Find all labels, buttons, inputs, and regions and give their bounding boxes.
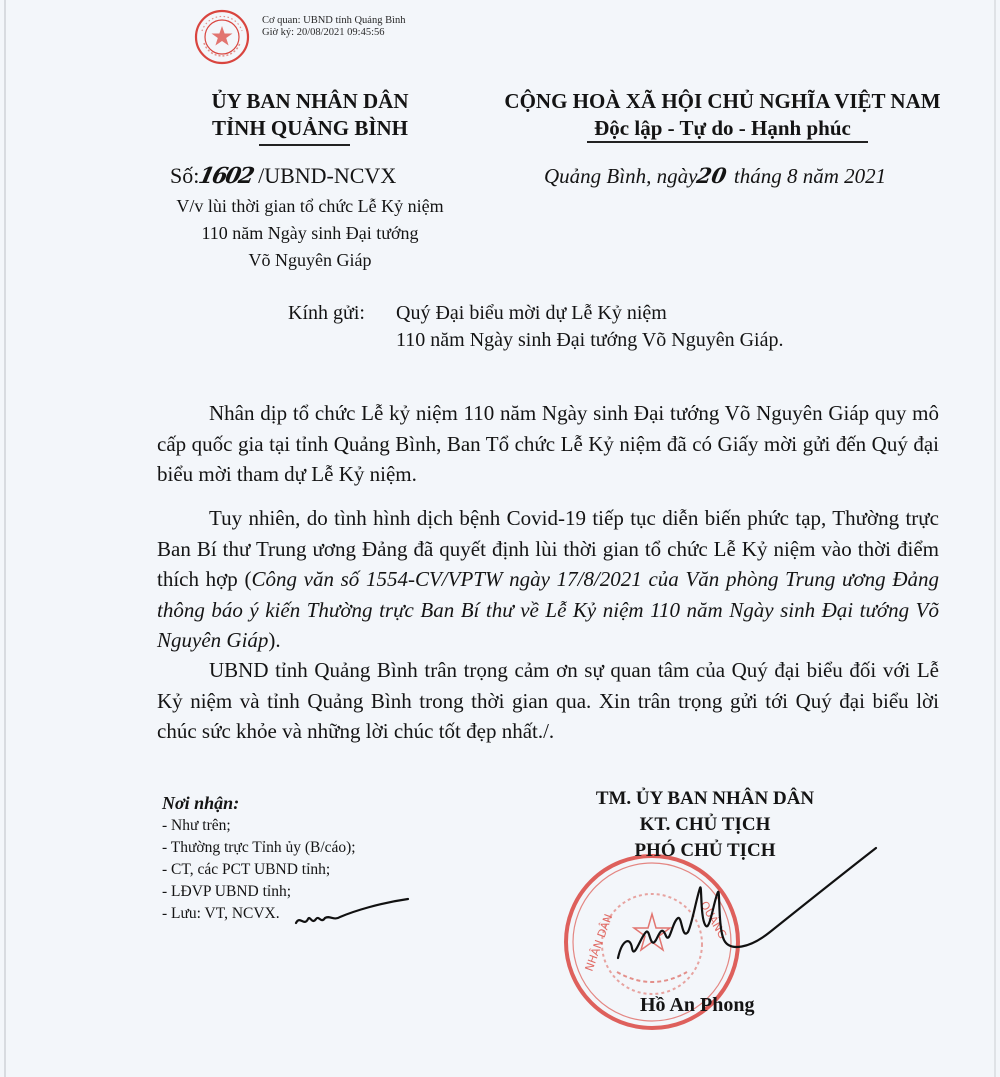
recipient-item: - Như trên; <box>162 817 231 834</box>
signature-time: Giờ ký: 20/08/2021 09:45:56 <box>262 27 385 38</box>
handwritten-day: 20 <box>695 163 729 188</box>
authority-underline <box>259 144 350 146</box>
document-number <box>170 163 396 189</box>
body-paragraph-1 <box>157 398 939 490</box>
paragraph-text: Nhân dịp tổ chức Lễ kỷ niệm 110 năm Ngày sinh Đại tướng Võ Nguyên Giáp quy mô cấp quốc gia tại tỉnh Quảng Bình, Ban Tổ chức Lễ Kỷ niệm đã có Giấy mời gửi đến Quý đại biểu mời tham dự Lễ Kỷ niệm. <box>157 401 939 486</box>
issue-date <box>544 163 886 189</box>
svg-text:NHÂN DÂN: NHÂN DÂN <box>582 912 616 974</box>
authority-line1: ỦY BAN NHÂN DÂN <box>211 89 409 113</box>
signer-name: Hồ An Phong <box>640 994 755 1016</box>
signature-title-line2: KT. CHỦ TỊCH <box>639 814 771 835</box>
recipients-title: Nơi nhận: <box>162 793 240 813</box>
body-paragraph-3 <box>157 655 939 747</box>
reference-citation: Công văn số 1554-CV/VPTW ngày 17/8/2021 của Văn phòng Trung ương Đảng thông báo ý kiến Thường trực Ban Bí thư về Lễ Kỷ niệm 110 năm Ngày sinh Đại tướng Võ Nguyên Giáp <box>157 567 939 652</box>
recipient-item: - Thường trực Tỉnh ủy (B/cáo); <box>162 839 356 856</box>
subject-line1: V/v lùi thời gian tổ chức Lễ Kỷ niệm <box>176 196 444 216</box>
paragraph-text: Tuy nhiên, do tình hình dịch bệnh Covid-19 tiếp tục diễn biến phức tạp, Thường trực Ban Bí thư Trung ương Đảng đã quyết định lùi thời gian tổ chức Lễ Kỷ niệm vào thời điểm thích hợp ( <box>157 506 939 591</box>
national-motto <box>480 88 965 142</box>
initials-mark-icon <box>292 893 412 933</box>
digital-signature-seal-icon <box>194 9 250 65</box>
body-paragraph-2 <box>157 503 939 656</box>
issuing-authority <box>150 88 470 142</box>
paragraph-end: ). <box>268 628 281 652</box>
date-prefix: Quảng Bình, ngày <box>544 164 698 188</box>
authority-line2: TỈNH QUẢNG BÌNH <box>211 116 409 140</box>
paragraph-text: UBND tỉnh Quảng Bình trân trọng cảm ơn sự quan tâm của Quý đại biểu đối với Lễ Kỷ niệm và tỉnh Quảng Bình trong thời gian qua. Xin trân trọng gửi tới Quý đại biểu lời chúc sức khỏe và những lời chúc tốt đẹp nhất./. <box>157 658 939 743</box>
recipient-item: - Lưu: VT, NCVX. <box>162 905 280 922</box>
subject-line2: 110 năm Ngày sinh Đại tướng <box>201 223 419 243</box>
motto: Độc lập - Tự do - Hạnh phúc <box>594 116 851 140</box>
document-number-prefix: Số: <box>170 163 200 188</box>
digital-signature-info <box>262 15 406 39</box>
country-name: CỘNG HOÀ XÃ HỘI CHỦ NGHĨA VIỆT NAM <box>504 89 941 113</box>
signature-agency: Cơ quan: UBND tỉnh Quảng Bình <box>262 15 406 26</box>
subject <box>150 193 470 274</box>
svg-text:QUẢNG: QUẢNG <box>697 899 730 942</box>
addressee-line1: Quý Đại biểu mời dự Lễ Kỷ niệm <box>396 302 667 324</box>
signature-title-line3: PHÓ CHỦ TỊCH <box>634 840 776 861</box>
addressee <box>288 300 783 354</box>
page-edge-left <box>4 0 6 1077</box>
handwritten-signature-icon <box>600 840 880 980</box>
addressee-label: Kính gửi: <box>288 302 365 324</box>
document-number-suffix: /UBND-NCVX <box>258 163 397 188</box>
subject-line3: Võ Nguyên Giáp <box>248 250 372 270</box>
date-suffix: tháng 8 năm 2021 <box>733 164 887 188</box>
recipient-item: - LĐVP UBND tỉnh; <box>162 883 292 900</box>
handwritten-number: 1602 <box>196 163 256 189</box>
signature-title-line1: TM. ỦY BAN NHÂN DÂN <box>595 788 815 809</box>
recipient-item: - CT, các PCT UBND tỉnh; <box>162 861 331 878</box>
page-edge-right <box>994 0 996 1077</box>
addressee-line2: 110 năm Ngày sinh Đại tướng Võ Nguyên Giáp. <box>396 329 784 351</box>
motto-underline <box>587 141 868 143</box>
